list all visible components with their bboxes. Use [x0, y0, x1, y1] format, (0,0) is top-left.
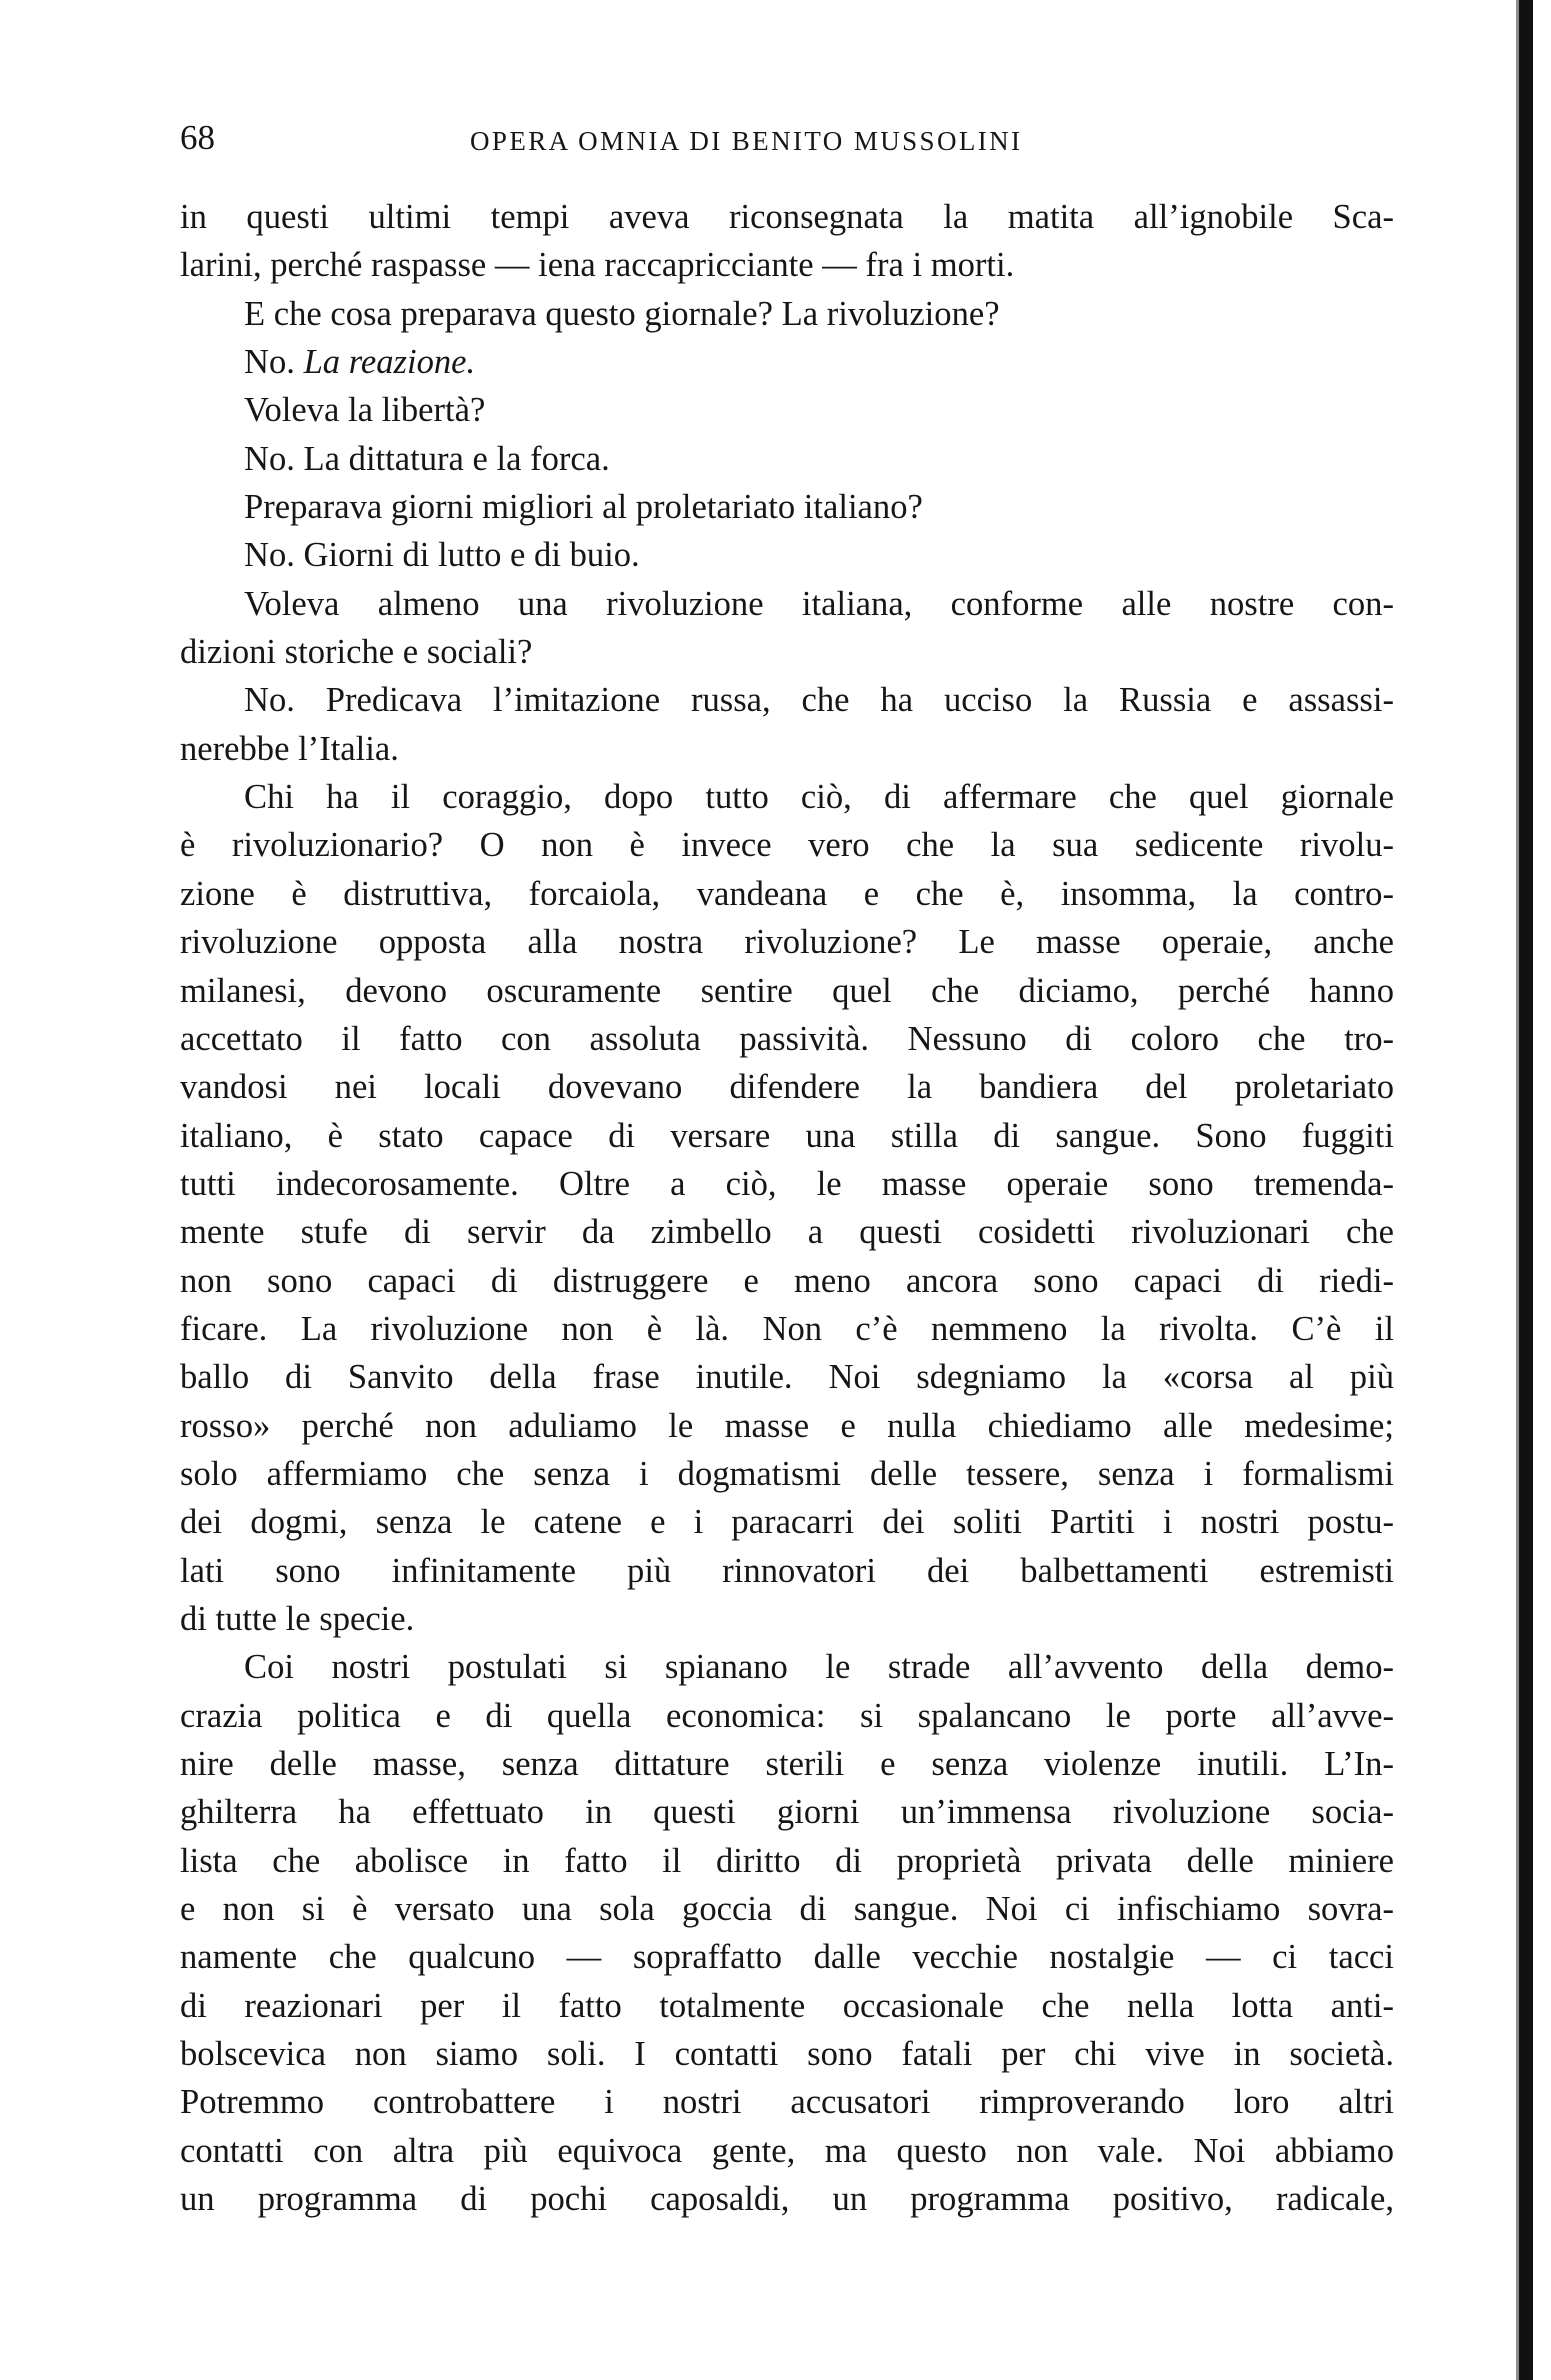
text-line: Preparava giorni migliori al proletariato italiano? — [244, 488, 923, 527]
text-line: namente che qualcuno — sopraffatto dalle vecchie nostalgie — ci tacci — [180, 1938, 1394, 1977]
text-line: non sono capaci di distruggere e meno ancora sono capaci di riedi- — [180, 1261, 1394, 1300]
text-line: un programma di pochi caposaldi, un programma positivo, radicale, — [180, 2180, 1394, 2219]
text-line: milanesi, devono oscuramente sentire quel che diciamo, perché hanno — [180, 971, 1394, 1010]
text-line: solo affermiamo che senza i dogmatismi delle tessere, senza i formalismi — [180, 1454, 1394, 1493]
text-line: lista che abolisce in fatto il diritto di proprietà privata delle miniere — [180, 1841, 1394, 1880]
text-line: bolscevica non siamo soli. I contatti sono fatali per chi vive in società. — [180, 2035, 1394, 2074]
running-title: OPERA OMNIA DI BENITO MUSSOLINI — [470, 126, 1023, 156]
text-line: e non si è versato una sola goccia di sangue. Noi ci infischiamo sovra- — [180, 1890, 1394, 1929]
page-number: 68 — [180, 118, 215, 157]
text-line: di tutte le specie. — [180, 1599, 415, 1638]
text-line: rosso» perché non aduliamo le masse e nulla chiediamo alle medesime; — [180, 1406, 1394, 1445]
text-line: vandosi nei locali dovevano difendere la bandiera del proletariato — [180, 1068, 1394, 1107]
page-header — [180, 118, 1390, 178]
text-line: accettato il fatto con assoluta passività. Nessuno di coloro che tro- — [180, 1019, 1394, 1058]
text-line: Voleva la libertà? — [244, 391, 486, 430]
text-line: Voleva almeno una rivoluzione italiana, conforme alle nostre con- — [244, 584, 1394, 623]
text-line: dizioni storiche e sociali? — [180, 633, 533, 672]
text-line: E che cosa preparava questo giornale? La rivoluzione? — [244, 294, 1000, 333]
text-line: in questi ultimi tempi aveva riconsegnata la matita all’ignobile Sca- — [180, 198, 1394, 236]
text-line: di reazionari per il fatto totalmente occasionale che nella lotta anti- — [180, 1986, 1394, 2025]
text-line: No. La reazione. — [244, 343, 476, 382]
text-line: italiano, è stato capace di versare una stilla di sangue. Sono fuggiti — [180, 1116, 1394, 1155]
text-line: ghilterra ha effettuato in questi giorni un’immensa rivoluzione socia- — [180, 1793, 1394, 1832]
text-line: larini, perché raspasse — iena raccapricciante — fra i morti. — [180, 246, 1015, 285]
text-line: ficare. La rivoluzione non è là. Non c’è nemmeno la rivolta. C’è il — [180, 1309, 1394, 1348]
text-line: Chi ha il coraggio, dopo tutto ciò, di affermare che quel giornale — [244, 778, 1394, 817]
text-line: nerebbe l’Italia. — [180, 729, 399, 768]
text-line: lati sono infinitamente più rinnovatori dei balbettamenti estremisti — [180, 1551, 1394, 1590]
scan-edge — [1519, 0, 1533, 2380]
text-line: ballo di Sanvito della frase inutile. Noi sdegniamo la «corsa al più — [180, 1358, 1394, 1397]
text-line: No. La dittatura e la forca. — [244, 439, 610, 478]
text-line: zione è distruttiva, forcaiola, vandeana e che è, insomma, la contro- — [180, 874, 1394, 913]
text-line: No. Giorni di lutto e di buio. — [244, 536, 640, 575]
text-line: Potremmo controbattere i nostri accusatori rimproverando loro altri — [180, 2083, 1394, 2122]
text-line: Coi nostri postulati si spianano le strade all’avvento della demo- — [244, 1648, 1394, 1687]
text-line: dei dogmi, senza le catene e i paracarri dei soliti Partiti i nostri postu- — [180, 1503, 1394, 1542]
body-text — [180, 193, 1394, 2223]
text-line: contatti con altra più equivoca gente, ma questo non vale. Noi abbiamo — [180, 2131, 1394, 2170]
text-line: No. Predicava l’imitazione russa, che ha ucciso la Russia e assassi- — [244, 681, 1394, 720]
text-line: nire delle masse, senza dittature sterili e senza violenze inutili. L’In- — [180, 1745, 1394, 1783]
text-line: rivoluzione opposta alla nostra rivoluzione? Le masse operaie, anche — [180, 923, 1394, 962]
text-line: mente stufe di servir da zimbello a questi cosidetti rivoluzionari che — [180, 1213, 1394, 1252]
text-line: è rivoluzionario? O non è invece vero che la sua sedicente rivolu- — [180, 826, 1394, 865]
text-line: tutti indecorosamente. Oltre a ciò, le masse operaie sono tremenda- — [180, 1164, 1394, 1203]
text-line: crazia politica e di quella economica: si spalancano le porte all’avve- — [180, 1696, 1394, 1735]
